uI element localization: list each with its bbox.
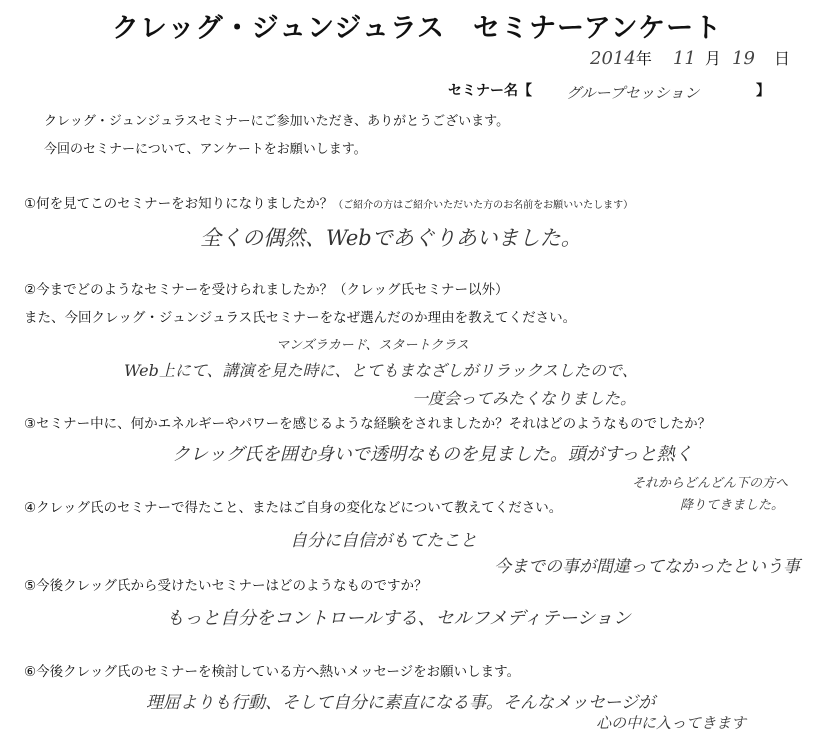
question-2-sub: また、今回クレッグ・ジュンジュラス氏セミナーをなぜ選んだのか理由を教えてください。 [24, 310, 577, 326]
intro-line-2: 今回のセミナーについて、アンケートをお願いします。 [44, 142, 367, 157]
question-5: ⑤今後クレッグ氏から受けたいセミナーはどのようなものですか？ [24, 578, 428, 594]
question-6: ⑥今後クレッグ氏のセミナーを検討している方へ熱いメッセージをお願いします。 [24, 664, 521, 680]
answer-3-line-3: 降りてきました。 [680, 498, 785, 513]
answer-6-line-2: 心の中に入ってきます [596, 714, 747, 732]
date-year-unit: 年 [635, 49, 652, 68]
answer-2-line-3: 一度会ってみたくなりました。 [412, 389, 637, 408]
date-line [590, 46, 790, 69]
date-year: 2014 [590, 48, 636, 69]
answer-4-line-1: 自分に自信がもてたこと [290, 531, 477, 551]
answer-3-line-2: それからどんどん下の方へ [632, 476, 789, 491]
question-3: ③セミナー中に、何かエネルギーやパワーを感じるような経験をされましたか？それはどのようなものでしたか？ [24, 416, 712, 432]
date-day-unit: 日 [774, 49, 791, 68]
survey-title: クレッグ・ジュンジュラス セミナーアンケート [111, 13, 723, 44]
date-month: 11 [672, 48, 696, 69]
answer-6-line-1: 理屈よりも行動、そして自分に素直になる事。そんなメッセージが [146, 693, 655, 713]
question-4: ④クレッグ氏のセミナーで得たこと、またはご自身の変化などについて教えてください。 [24, 500, 563, 516]
question-2: ②今までどのようなセミナーを受けられましたか？（クレッグ氏セミナー以外） [24, 282, 509, 298]
answer-2-line-1: マンズラカード、スタートクラス [276, 338, 469, 353]
seminar-name-value: グループセッション [566, 84, 700, 102]
answer-2-line-2: Web上にて、講演を見た時に、とてもまなざしがリラックスしたので、 [124, 361, 638, 380]
answer-4-line-2: 今までの事が間違ってなかったという事 [494, 557, 800, 577]
question-1 [24, 192, 633, 212]
question-1-note: （ご紹介の方はご紹介いただいた方のお名前をお願いいたします） [333, 200, 634, 211]
seminar-name-close: 】 [756, 83, 770, 99]
answer-5-line-1: もっと自分をコントロールする、セルフメディテーション [166, 608, 631, 629]
answer-1-line-1: 全くの偶然、Webであぐりあいました。 [200, 226, 582, 250]
date-day: 19 [732, 48, 755, 69]
seminar-name-label: セミナー名【 [448, 83, 532, 99]
answer-3-line-1: クレッグ氏を囲む身いで透明なものを見ました。頭がすっと熱く [172, 444, 693, 465]
question-1-text: ①何を見てこのセミナーをお知りになりましたか？ [24, 196, 334, 212]
intro-line-1: クレッグ・ジュンジュラスセミナーにご参加いただき、ありがとうございます。 [44, 114, 510, 129]
date-month-unit: 月 [704, 49, 721, 68]
